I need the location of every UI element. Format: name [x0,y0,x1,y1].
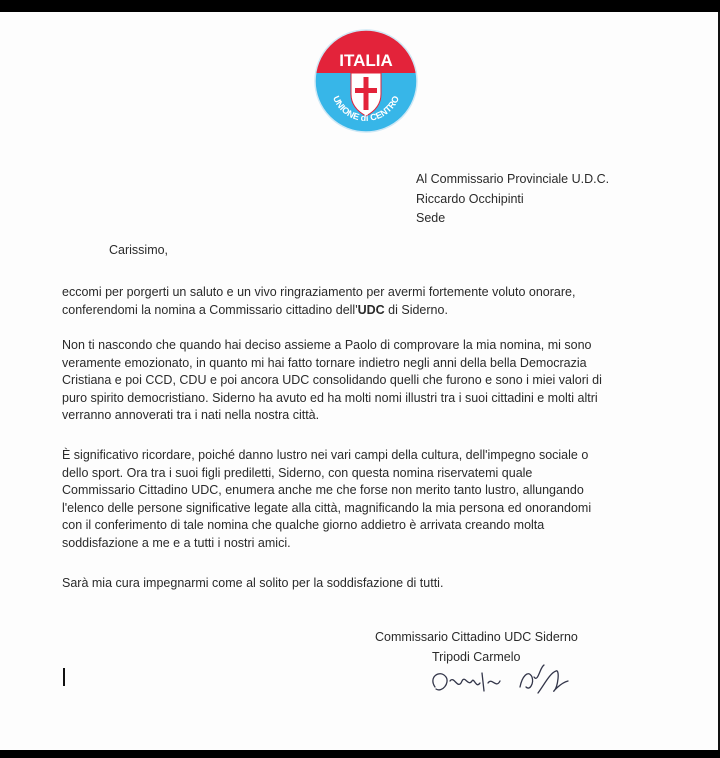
salutation: Carissimo, [109,243,169,257]
paragraph-1 [62,284,692,319]
paragraph-4 [62,575,692,593]
paragraph-line [62,302,692,320]
paragraph-line: È significativo ricordare, poiché danno lustro nei vari campi della cultura, dell'impegno sociale o [62,448,589,462]
paragraph-line: soddisfazione a me e a tutti i nostri amici. [62,535,291,550]
paragraph-line: Cristiana e poi CCD, CDU e poi ancora UDC consolidando quelli che furono e sono i miei valori di [62,373,602,387]
paragraph-3 [62,447,692,552]
signature-title: Commissario Cittadino UDC Siderno [375,630,578,644]
text-run: di Siderno. [384,302,448,317]
paragraph-line: Commissario Cittadino UDC, enumera anche me che forse non merito tanto lustro, allungando [62,483,584,497]
recipient-location: Sede [416,211,446,225]
udc-party-logo [313,28,419,134]
text-run: conferendomi la nomina a Commissario cittadino dell' [62,302,358,317]
paragraph-line: eccomi per porgerti un saluto e un vivo ringraziamento per avermi fortemente voluto onorare, [62,285,576,299]
letter-page [0,12,720,750]
text-cursor [63,668,65,686]
signature-name: Tripodi Carmelo [432,650,521,664]
recipient-block [416,170,609,229]
svg-text:ITALIA: ITALIA [339,51,393,70]
handwritten-signature [410,647,580,707]
paragraph-line: l'elenco delle persone significative legate alla città, magnificando la mia persona ed onorandomi [62,500,592,515]
paragraph-line: verranno annoverati tra i nati nella nostra città. [62,408,320,422]
paragraph-line: puro spirito democristiano. Siderno ha avuto ed ha molti nomi illustri tra i suoi cittadini e molti altri [62,390,598,405]
paragraph-line: Non ti nascondo che quando hai deciso assieme a Paolo di comprovare la mia nomina, mi sono [62,338,592,352]
paragraph-line: con il conferimento di tale nomina che qualche giorno addietro è arrivata creando molta [62,518,545,532]
bold-text: UDC [357,302,385,317]
paragraph-line: Sarà mia cura impegnarmi come al solito per la soddisfazione di tutti. [62,576,444,590]
paragraph-line: dello sport. Ora tra i suoi figli prediletti, Siderno, con questa nomina riservatemi quale [62,465,533,480]
recipient-line: Al Commissario Provinciale U.D.C. [416,172,610,186]
logo-ring-text: UNIONE di CENTRO [331,94,401,124]
paragraph-2 [62,337,692,425]
recipient-name: Riccardo Occhipinti [416,191,524,206]
paragraph-line: veramente emozionato, in quanto mi hai fatto tornare indietro negli anni della bella Democrazia [62,355,587,370]
